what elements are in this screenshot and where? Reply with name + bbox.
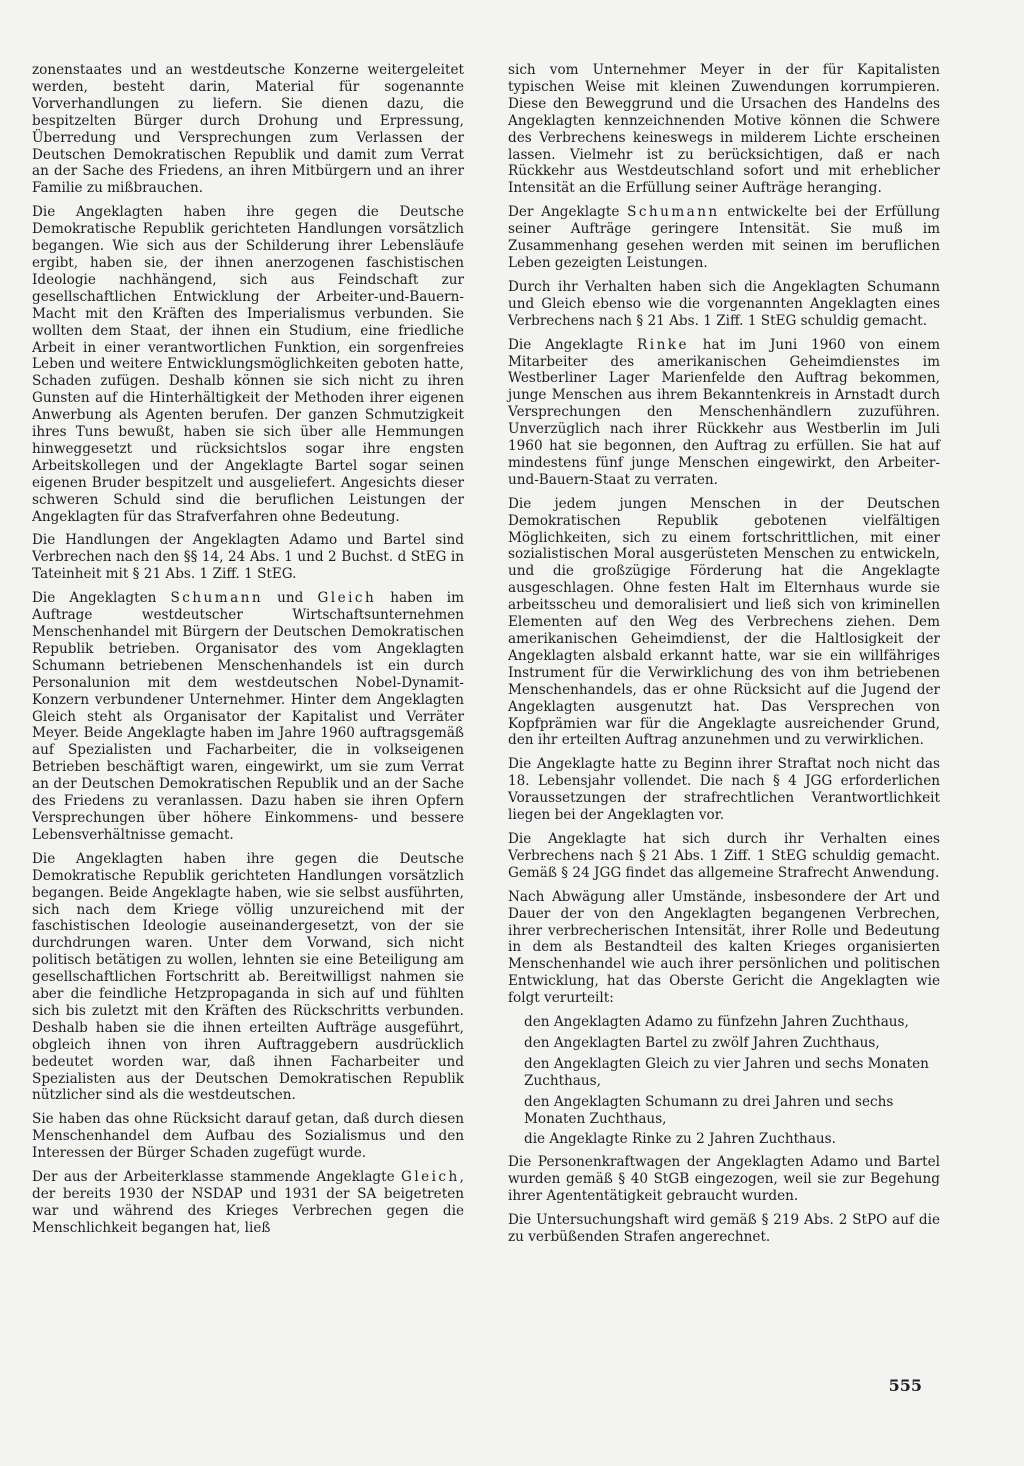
paragraph — [508, 204, 940, 272]
text-run: haben im Auftrage westdeutscher Wirtschaftsunternehmen Menschenhandel mit Bürgern der Deutschen Demokratischen Republik betrieben. Organisator des vom Angeklagten Schumann betriebenen Menschenhandels ist ein durch Personalunion mit dem westdeutschen Nobel-Dynamit-Konzern verbundener Unternehmer. Hinter dem Angeklagten Gleich steht als Organisator der Kapitalist und Verräter Meyer. Beide Angeklagte haben im Jahre 1960 auftragsgemäß auf Spezialisten und Facharbeiter, die in volkseigenen Betrieben beschäftigt waren, eingewirkt, um sie zum Verrat an der Deutschen Demokratischen Republik und an der Sache des Friedens zu veranlassen. Dazu haben sie ihren Opfern Versprechungen über höhere Einkommens- und bessere Lebensverhältnisse gemacht. — [32, 590, 464, 843]
defendant-name: Gleich — [401, 1169, 460, 1186]
paragraph: Die Personenkraftwagen der Angeklagten Adamo und Bartel wurden gemäß § 40 StGB eingezogen, weil sie zur Begehung ihrer Agententätigkeit gebraucht wurden. — [508, 1154, 940, 1205]
text-run: Die Angeklagte — [508, 336, 638, 353]
text-run: Die Angeklagten — [32, 590, 171, 607]
paragraph — [508, 337, 940, 489]
defendant-name: Rinke — [637, 336, 689, 353]
verdict-item: den Angeklagten Schumann zu drei Jahren und sechs Monaten Zuchthaus, — [524, 1093, 894, 1127]
paragraph: Die Untersuchungshaft wird gemäß § 219 Abs. 2 StPO auf die zu verbüßenden Strafen angerechnet. — [508, 1212, 940, 1245]
defendant-name: Gleich — [317, 590, 377, 607]
paragraph — [32, 1169, 464, 1237]
paragraph: Die Handlungen der Angeklagten Adamo und Bartel sind Verbrechen nach den §§ 14, 24 Abs. 1 und 2 Buchst. d StEG in Tateinheit mit § 21 Abs. 1 Ziff. 1 StEG. — [32, 532, 464, 583]
text-run: hat im Juni 1960 von einem Mitarbeiter des amerikanischen Geheimdienstes im Westberliner Lager Marienfelde den Auftrag bekommen, junge Menschen aus ihrem Bekanntenkreis in Arnstadt durch Versprechungen den Menschenhändlern zuzuführen. Unverzüglich nach ihrer Rückkehr aus Westberlin im Juli 1960 hat sie begonnen, den Auftrag zu erfüllen. Sie hat auf mindestens fünf junge Menschen eingewirkt, den Arbeiter-und-Bauern-Staat zu verraten. — [508, 336, 940, 488]
paragraph: Die Angeklagte hatte zu Beginn ihrer Straftat noch nicht das 18. Lebensjahr vollendet. Die nach § 4 JGG erforderlichen Voraussetzungen der strafrechtlichen Verantwortlichkeit liegen bei der Angeklagten vor. — [508, 756, 940, 824]
verdict-list — [508, 1014, 940, 1148]
verdict-item: den Angeklagten Adamo zu fünfzehn Jahren Zuchthaus, — [524, 1014, 909, 1031]
text-run: Der Angeklagte — [508, 204, 628, 221]
paragraph: Die Angeklagten haben ihre gegen die Deutsche Demokratische Republik gerichteten Handlungen vorsätzlich begangen. Wie sich aus der Schilderung ihrer Lebensläufe ergibt, haben sie, der ihnen anerzogenen faschistischen Ideologie nachhängend, sich aus Feindschaft zur gesellschaftlichen Entwicklung der Arbeiter-und-Bauern-Macht mit den Kräften des Imperialismus verbunden. Sie wollten dem Staat, der ihnen ein Studium, eine friedliche Arbeit in einer verantwortlichen Funktion, ein sorgenfreies Leben und weitere Entwicklungsmöglichkeiten geboten hatte, Schaden zufügen. Deshalb können sie sich nicht zu ihren Gunsten auf die Hinterhältigkeit der Methoden ihrer eigenen Anwerbung als Agenten berufen. Der ganzen Schmutzigkeit ihres Tuns bewußt, haben sie sich über alle Hemmungen hinweggesetzt und rücksichtslos sogar ihre engsten Arbeitskollegen und der Angeklagte Bartel sogar seinen eigenen Bruder bespitzelt und ausgeliefert. Angesichts dieser schweren Schuld sind die beruflichen Leistungen der Angeklagten für das Strafverfahren ohne Bedeutung. — [32, 204, 464, 525]
defendant-name: Schumann — [627, 204, 720, 221]
text-run: entwickelte bei der Erfüllung seiner Aufträge geringere Intensität. Sie muß im Zusammenhang gesehen werden mit seinen im beruflichen Leben gezeigten Leistungen. — [508, 204, 940, 271]
verdict-item: den Angeklagten Bartel zu zwölf Jahren Zuchthaus, — [524, 1034, 880, 1051]
paragraph: sich vom Unternehmer Meyer in der für Kapitalisten typischen Weise mit kleinen Zuwendungen korrumpieren. Diese den Beweggrund und die Ursachen des Handelns des Angeklagten kennzeichnenden Motive können die Schwere des Verbrechens keineswegs in milderem Lichte erscheinen lassen. Vielmehr ist zu berücksichtigen, daß er nach Rückkehr aus Westdeutschland sofort und mit erheblicher Intensität an die Erfüllung seiner Aufträge heranging. — [508, 62, 940, 197]
page-number: 555 — [888, 1376, 922, 1395]
text-run: und — [263, 590, 318, 607]
paragraph: Durch ihr Verhalten haben sich die Angeklagten Schumann und Gleich ebenso wie die vorgenannten Angeklagten eines Verbrechens nach § 21 Abs. 1 Ziff. 1 StEG schuldig gemacht. — [508, 278, 940, 329]
paragraph: Die jedem jungen Menschen in der Deutschen Demokratischen Republik gebotenen vielfältigen Möglichkeiten, sich zu einem fortschrittlichen, mit einer sozialistischen Moral ausgerüsteten Menschen zu entwickeln, und die großzügige Förderung hat die Angeklagte ausgeschlagen. Ohne festen Halt im Elternhaus wurde sie arbeitsscheu und demoralisiert und ließ sich von kriminellen Elementen auf den Weg des Verbrechens ziehen. Dem amerikanischen Geheimdienst, der die Haltlosigkeit der Angeklagten alsbald erkannt hatte, war sie ein willfähriges Instrument für die Verwirklichung des von ihm betriebenen Menschenhandels, das er ohne Rücksicht auf die Jugend der Angeklagten ausgenutzt hat. Das Versprechen von Kopfprämien war für die Angeklagte ausreichender Grund, den ihr erteilten Auftrag anzunehmen und zu verwirklichen. — [508, 495, 940, 749]
paragraph: Die Angeklagte hat sich durch ihr Verhalten eines Verbrechens nach § 21 Abs. 1 Ziff. 1 StEG schuldig gemacht. Gemäß § 24 JGG findet das allgemeine Strafrecht Anwendung. — [508, 830, 940, 881]
verdict-item: die Angeklagte Rinke zu 2 Jahren Zuchthaus. — [524, 1131, 836, 1148]
paragraph: Nach Abwägung aller Umstände, insbesondere der Art und Dauer der von den Angeklagten begangenen Verbrechen, ihrer verbrecherischen Intensität, ihrer Rolle und Bedeutung in dem als Bestandteil des kalten Krieges organisierten Menschenhandel wie auch ihrer persönlichen und politischen Entwicklung, hat das Oberste Gericht die Angeklagten wie folgt verurteilt: — [508, 888, 940, 1007]
text-run: , der bereits 1930 der NSDAP und 1931 der SA beigetreten war und während des Krieges Verbrechen gegen die Menschlichkeit begangen hat, ließ — [32, 1169, 464, 1236]
defendant-name: Schumann — [170, 590, 264, 607]
paragraph: zonenstaates und an westdeutsche Konzerne weitergeleitet werden, besteht darin, Material für sogenannte Vorverhandlungen zu liefern. Sie dienen dazu, die bespitzelten Bürger durch Drohung und Erpressung, Überredung und Versprechungen zum Verlassen der Deutschen Demokratischen Republik und damit zum Verrat an der Sache des Friedens, an ihren Mitbürgern und an ihrer Familie zu mißbrauchen. — [32, 62, 464, 197]
paragraph: Sie haben das ohne Rücksicht darauf getan, daß durch diesen Menschenhandel dem Aufbau des Sozialismus und den Interessen der Bürger Schaden zugefügt wurde. — [32, 1111, 464, 1162]
right-column — [508, 62, 940, 1253]
left-column — [32, 62, 464, 1244]
paragraph — [32, 590, 464, 844]
paragraph: Die Angeklagten haben ihre gegen die Deutsche Demokratische Republik gerichteten Handlungen vorsätzlich begangen. Beide Angeklagte haben, wie sie selbst ausführten, sich nach dem Kriege völlig unzureichend mit der faschistischen Ideologie auseinandergesetzt, von der sie durchdrungen waren. Unter dem Vorwand, sich nicht politisch betätigen zu wollen, lehnten sie eine Beteiligung am gesellschaftlichen Fortschritt ab. Bereitwilligst nahmen sie aber die feindliche Hetzpropaganda in sich auf und fühlten sich bis zuletzt mit den Kräften des Rückschritts verbunden. Deshalb haben sie die ihnen erteilten Aufträge ausgeführt, obgleich ihnen von ihren Auftraggebern ausdrücklich bedeutet worden war, daß ihnen Facharbeiter und Spezialisten aus der Deutschen Demokratischen Republik nützlicher sind als die westdeutschen. — [32, 850, 464, 1104]
text-run: Der aus der Arbeiterklasse stammende Angeklagte — [32, 1169, 402, 1186]
verdict-item: den Angeklagten Gleich zu vier Jahren und sechs Monaten Zuchthaus, — [524, 1055, 929, 1089]
